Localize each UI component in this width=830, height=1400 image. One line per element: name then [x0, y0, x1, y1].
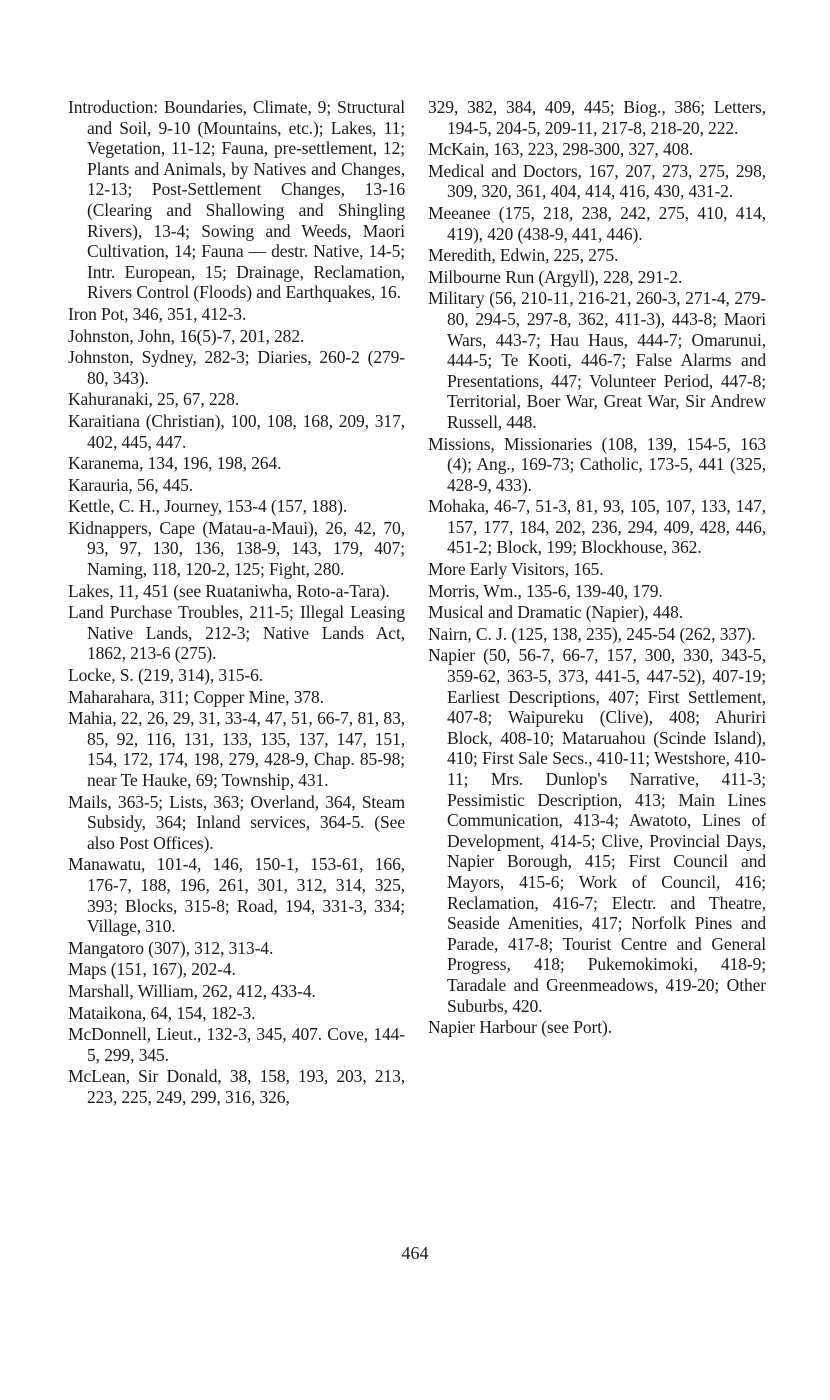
index-entry: McLean, Sir Donald, 38, 158, 193, 203, 213, 223, 225, 249, 299, 316, 326, [68, 1066, 405, 1107]
index-entry: Johnston, Sydney, 282-3; Diaries, 260-2 (279-80, 343). [68, 347, 405, 388]
index-entry: Napier (50, 56-7, 66-7, 157, 300, 330, 343-5, 359-62, 363-5, 373, 441-5, 447-52), 407-19; Earliest Descriptions, 407; First Settlement, 407-8; Waipureku (Clive), 408; Ahuriri Block, 408-10; Mataruahou (Scinde Island), 410; First Sale Secs., 410-11; Westshore, 410-11; Mrs. Dunlop's Narrative, 411-3; Pessimistic Description, 413; Main Lines Communication, 413-4; Awatoto, Lines of Development, 414-5; Clive, Provincial Days, Napier Borough, 415; First Council and Mayors, 415-6; Work of Council, 416; Reclamation, 416-7; Electr. and Theatre, Seaside Amenities, 417; Norfolk Pines and Parade, 417-8; Tourist Centre and General Progress, 418; Pukemokimoki, 418-9; Taradale and Greenmeadows, 419-20; Other Suburbs, 420. [428, 645, 766, 1016]
index-entry: Mohaka, 46-7, 51-3, 81, 93, 105, 107, 133, 147, 157, 177, 184, 202, 236, 294, 409, 428, 446, 451-2; Block, 199; Blockhouse, 362. [428, 496, 766, 558]
index-entry: Maharahara, 311; Copper Mine, 378. [68, 686, 324, 707]
index-entry: Mahia, 22, 26, 29, 31, 33-4, 47, 51, 66-7, 81, 83, 85, 92, 116, 131, 133, 135, 137, 147, 151, 154, 172, 174, 198, 279, 428-9, Chap. 85-98; near Te Hauke, 69; Township, 431. [68, 708, 405, 790]
index-entry: Milbourne Run (Argyll), 228, 291-2. [428, 266, 683, 287]
index-entry: McKain, 163, 223, 298-300, 327, 408. [428, 139, 694, 160]
index-entry: Manawatu, 101-4, 146, 150-1, 153-61, 166, 176-7, 188, 196, 261, 301, 312, 314, 325, 393; Blocks, 315-8; Road, 194, 331-3, 334; Village, 310. [68, 854, 405, 937]
index-entry: Nairn, C. J. (125, 138, 235), 245-54 (262, 337). [428, 623, 756, 644]
index-column-left [68, 97, 405, 1109]
index-entry: Kidnappers, Cape (Matau-a-Maui), 26, 42, 70, 93, 97, 130, 136, 138-9, 143, 179, 407; Naming, 118, 120-2, 125; Fight, 280. [68, 517, 405, 580]
index-entry: Mails, 363-5; Lists, 363; Overland, 364, Steam Subsidy, 364; Inland services, 364-5. (See also Post Offices). [68, 791, 405, 853]
index-column-right [428, 97, 766, 1039]
index-entry: Maps (151, 167), 202-4. [68, 959, 236, 980]
index-entry: Kahuranaki, 25, 67, 228. [68, 389, 240, 410]
index-entry: Meeanee (175, 218, 238, 242, 275, 410, 414, 419), 420 (438-9, 441, 446). [428, 202, 766, 244]
index-entry: Mangatoro (307), 312, 313-4. [68, 937, 274, 958]
index-entry: 329, 382, 384, 409, 445; Biog., 386; Letters, 194-5, 204-5, 209-11, 217-8, 218-20, 222. [428, 97, 766, 138]
page-number: 464 [401, 1243, 429, 1263]
index-entry: Introduction: Boundaries, Climate, 9; Structural and Soil, 9-10 (Mountains, etc.); Lakes, 11; Vegetation, 11-12; Fauna, pre-settlement, 12; Plants and Animals, by Natives and Changes, 12-13; Post-Settlement Changes, 13-16 (Clearing and Shallowing and Shingling Rivers), 13-4; Sowing and Weeds, Maori Cultivation, 14; Fauna — destr. Native, 14-5; Intr. European, 15; Drainage, Reclamation, Rivers Control (Floods) and Earthquakes, 16. [68, 97, 405, 303]
index-entry: Mataikona, 64, 154, 182-3. [68, 1002, 256, 1023]
index-entry: Military (56, 210-11, 216-21, 260-3, 271-4, 279-80, 294-5, 297-8, 362, 411-3), 443-8; Maori Wars, 443-7; Hau Haus, 444-7; Omarunui, 444-5; Te Kooti, 446-7; False Alarms and Presentations, 447; Volunteer Period, 447-8; Territorial, Boer War, Great War, Sir Andrew Russell, 448. [428, 288, 766, 432]
index-entry: Karauria, 56, 445. [68, 474, 194, 495]
index-entry: Lakes, 11, 451 (see Ruataniwha, Roto-a-Tara). [68, 580, 390, 601]
index-entry: Land Purchase Troubles, 211-5; Illegal Leasing Native Lands, 212-3; Native Lands Act, 1862, 213-6 (275). [68, 602, 405, 664]
index-entry: Musical and Dramatic (Napier), 448. [428, 602, 684, 623]
index-entry: Morris, Wm., 135-6, 139-40, 179. [428, 580, 663, 601]
index-entry: Kettle, C. H., Journey, 153-4 (157, 188). [68, 496, 348, 517]
index-entry: Iron Pot, 346, 351, 412-3. [68, 303, 247, 324]
index-entry: Napier Harbour (see Port). [428, 1017, 612, 1038]
index-entry: More Early Visitors, 165. [428, 559, 604, 580]
index-entry: McDonnell, Lieut., 132-3, 345, 407. Cove, 144-5, 299, 345. [68, 1024, 405, 1065]
index-entry: Karaitiana (Christian), 100, 108, 168, 209, 317, 402, 445, 447. [68, 410, 405, 452]
index-entry: Missions, Missionaries (108, 139, 154-5, 163 (4); Ang., 169-73; Catholic, 173-5, 441 (325, 428-9, 433). [428, 433, 766, 495]
index-entry: Meredith, Edwin, 225, 275. [428, 245, 619, 266]
index-entry: Marshall, William, 262, 412, 433-4. [68, 980, 316, 1001]
index-entry: Johnston, John, 16(5)-7, 201, 282. [68, 325, 305, 346]
index-entry: Karanema, 134, 196, 198, 264. [68, 453, 282, 474]
index-entry: Locke, S. (219, 314), 315-6. [68, 665, 264, 686]
index-entry: Medical and Doctors, 167, 207, 273, 275, 298, 309, 320, 361, 404, 414, 416, 430, 431-2. [428, 160, 766, 202]
